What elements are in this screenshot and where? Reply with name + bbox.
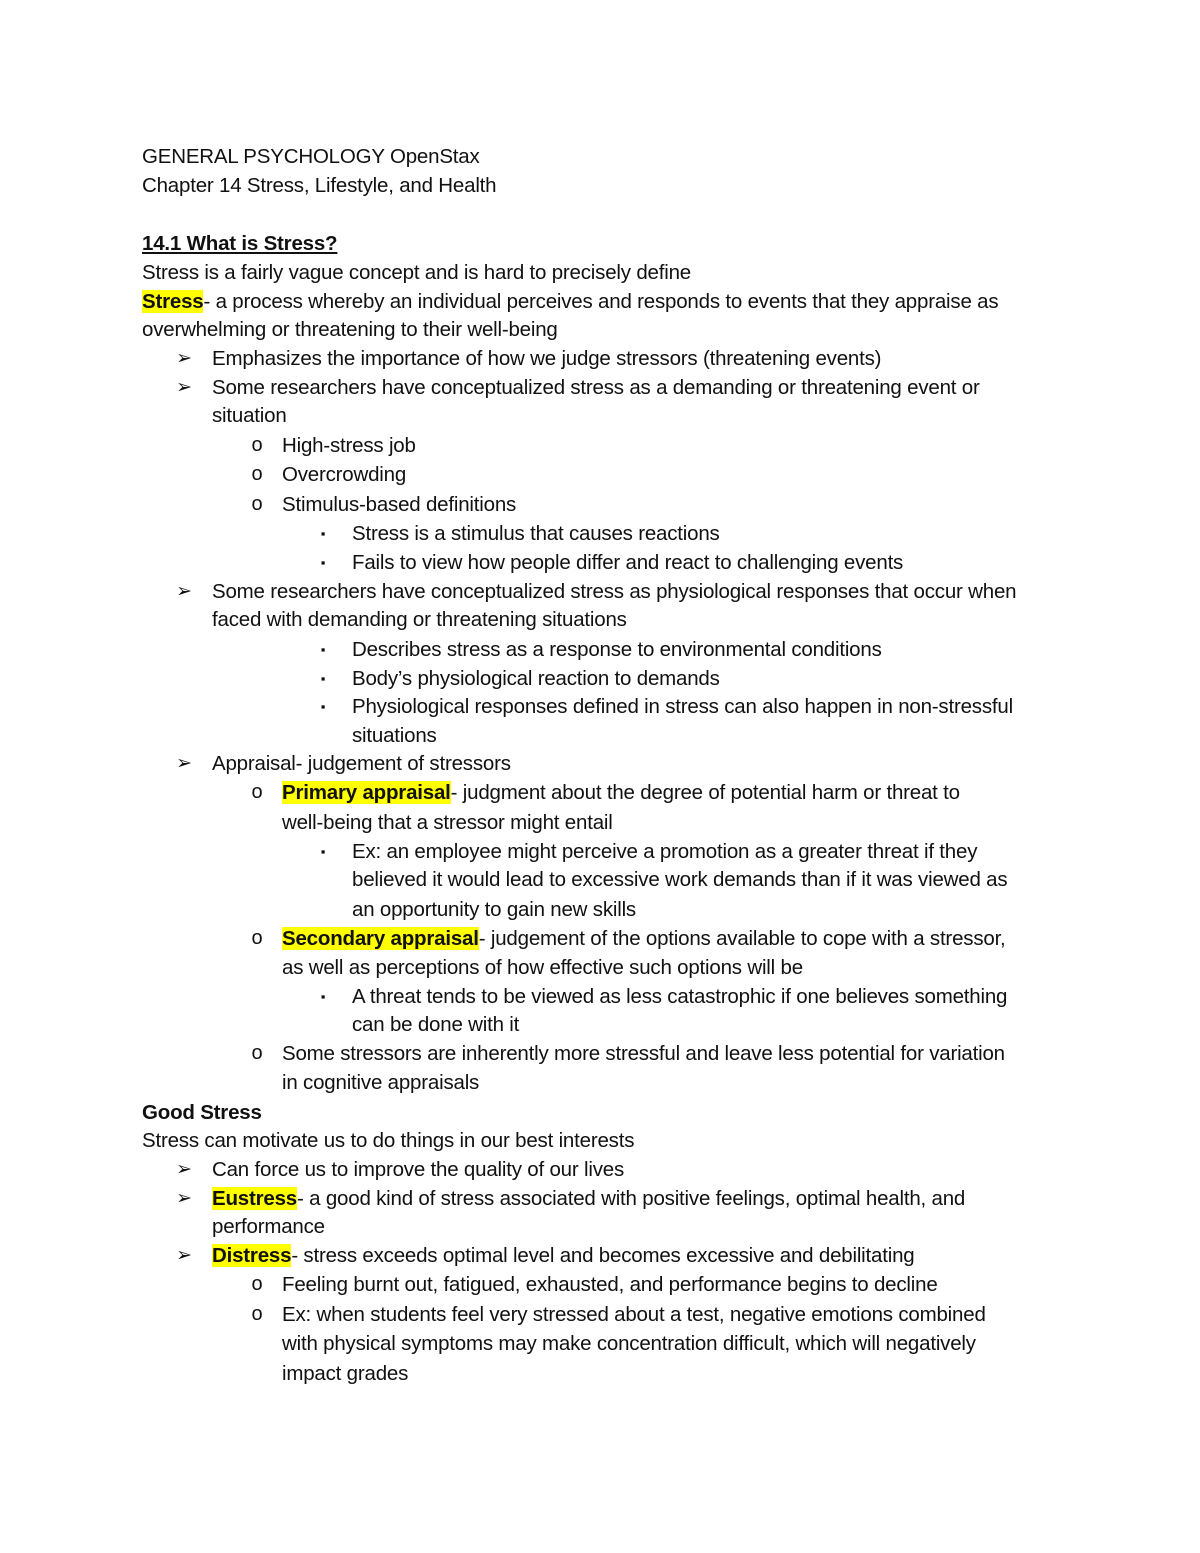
square-bullet-icon: ▪ [320, 555, 326, 570]
sub-bullet-text: in cognitive appraisals [282, 1071, 480, 1094]
distress-definition: - stress exceeds optimal level and becomes excessive and debilitating [291, 1244, 915, 1267]
circle-bullet-icon: o [251, 781, 263, 803]
sub-bullet-text: as well as perceptions of how effective such options will be [282, 956, 803, 979]
arrow-bullet-icon: ➢ [176, 1159, 192, 1180]
arrow-bullet-icon: ➢ [176, 581, 192, 602]
good-stress-intro: Stress can motivate us to do things in our best interests [142, 1129, 635, 1152]
circle-bullet-icon: o [251, 1273, 263, 1295]
square-bullet-icon: ▪ [320, 526, 326, 541]
arrow-bullet-icon: ➢ [176, 1245, 192, 1266]
sub-sub-bullet-text: Fails to view how people differ and react to challenging events [352, 551, 904, 574]
bullet-text: Emphasizes the importance of how we judge stressors (threatening events) [212, 347, 882, 370]
bullet-text: performance [212, 1215, 325, 1238]
sub-sub-bullet-text: Stress is a stimulus that causes reactions [352, 522, 720, 545]
sub-sub-bullet-text: Body’s physiological reaction to demands [352, 667, 720, 690]
sub-sub-bullet-text: believed it would lead to excessive work demands than if it was viewed as [352, 868, 1008, 891]
bullet-text: situation [212, 404, 287, 427]
sub-bullet-text: Feeling burnt out, fatigued, exhausted, and performance begins to decline [282, 1273, 938, 1296]
sub-sub-bullet-text: an opportunity to gain new skills [352, 898, 636, 921]
sub-bullet-text: well-being that a stressor might entail [282, 811, 613, 834]
circle-bullet-icon: o [251, 927, 263, 949]
sub-bullet-text: Some stressors are inherently more stressful and leave less potential for variation [282, 1042, 1005, 1065]
sub-sub-bullet-text: situations [352, 724, 437, 747]
sub-sub-bullet-text: Describes stress as a response to environmental conditions [352, 638, 882, 661]
sub-bullet-text: High-stress job [282, 434, 416, 457]
square-bullet-icon: ▪ [320, 699, 326, 714]
arrow-bullet-icon: ➢ [176, 377, 192, 398]
secondary-appraisal-term: Secondary appraisal [282, 927, 479, 950]
stress-term: Stress [142, 290, 204, 313]
distress-term: Distress [212, 1244, 292, 1267]
sub-sub-bullet-text: can be done with it [352, 1013, 520, 1036]
bullet-text: Can force us to improve the quality of our lives [212, 1158, 624, 1181]
bullet-text: Appraisal- judgement of stressors [212, 752, 511, 775]
section-heading: 14.1 What is Stress? [142, 232, 338, 255]
section-intro: Stress is a fairly vague concept and is hard to precisely define [142, 261, 691, 284]
sub-sub-bullet-text: A threat tends to be viewed as less catastrophic if one believes something [352, 985, 1008, 1008]
primary-appraisal-definition: - judgment about the degree of potential harm or threat to [450, 781, 960, 804]
sub-bullet-text: impact grades [282, 1362, 409, 1385]
primary-appraisal-term: Primary appraisal [282, 781, 451, 804]
circle-bullet-icon: o [251, 1303, 263, 1325]
sub-bullet-text: Overcrowding [282, 463, 407, 486]
sub-sub-bullet-text: Ex: an employee might perceive a promotion as a greater threat if they [352, 840, 978, 863]
circle-bullet-icon: o [251, 434, 263, 456]
circle-bullet-icon: o [251, 1042, 263, 1064]
sub-bullet-text: Stimulus-based definitions [282, 493, 517, 516]
circle-bullet-icon: o [251, 493, 263, 515]
good-stress-heading: Good Stress [142, 1101, 262, 1124]
arrow-bullet-icon: ➢ [176, 753, 192, 774]
eustress-definition: - a good kind of stress associated with positive feelings, optimal health, and [297, 1187, 966, 1210]
eustress-term: Eustress [212, 1187, 298, 1210]
circle-bullet-icon: o [251, 463, 263, 485]
bullet-text: Some researchers have conceptualized stress as physiological responses that occur when [212, 580, 1017, 603]
bullet-text: Some researchers have conceptualized stress as a demanding or threatening event or [212, 376, 980, 399]
stress-definition-cont: overwhelming or threatening to their well-being [142, 318, 558, 341]
square-bullet-icon: ▪ [320, 642, 326, 657]
square-bullet-icon: ▪ [320, 844, 326, 859]
secondary-appraisal-definition: - judgement of the options available to cope with a stressor, [478, 927, 1006, 950]
sub-bullet-text: Ex: when students feel very stressed about a test, negative emotions combined [282, 1303, 986, 1326]
bullet-text: faced with demanding or threatening situations [212, 608, 627, 631]
chapter-title: Chapter 14 Stress, Lifestyle, and Health [142, 174, 497, 197]
square-bullet-icon: ▪ [320, 671, 326, 686]
arrow-bullet-icon: ➢ [176, 1188, 192, 1209]
course-title: GENERAL PSYCHOLOGY OpenStax [142, 145, 480, 168]
sub-sub-bullet-text: Physiological responses defined in stress can also happen in non-stressful [352, 695, 1013, 718]
arrow-bullet-icon: ➢ [176, 348, 192, 369]
stress-definition: - a process whereby an individual perceives and responds to events that they appraise as [203, 290, 999, 313]
square-bullet-icon: ▪ [320, 989, 326, 1004]
sub-bullet-text: with physical symptoms may make concentration difficult, which will negatively [282, 1332, 976, 1355]
